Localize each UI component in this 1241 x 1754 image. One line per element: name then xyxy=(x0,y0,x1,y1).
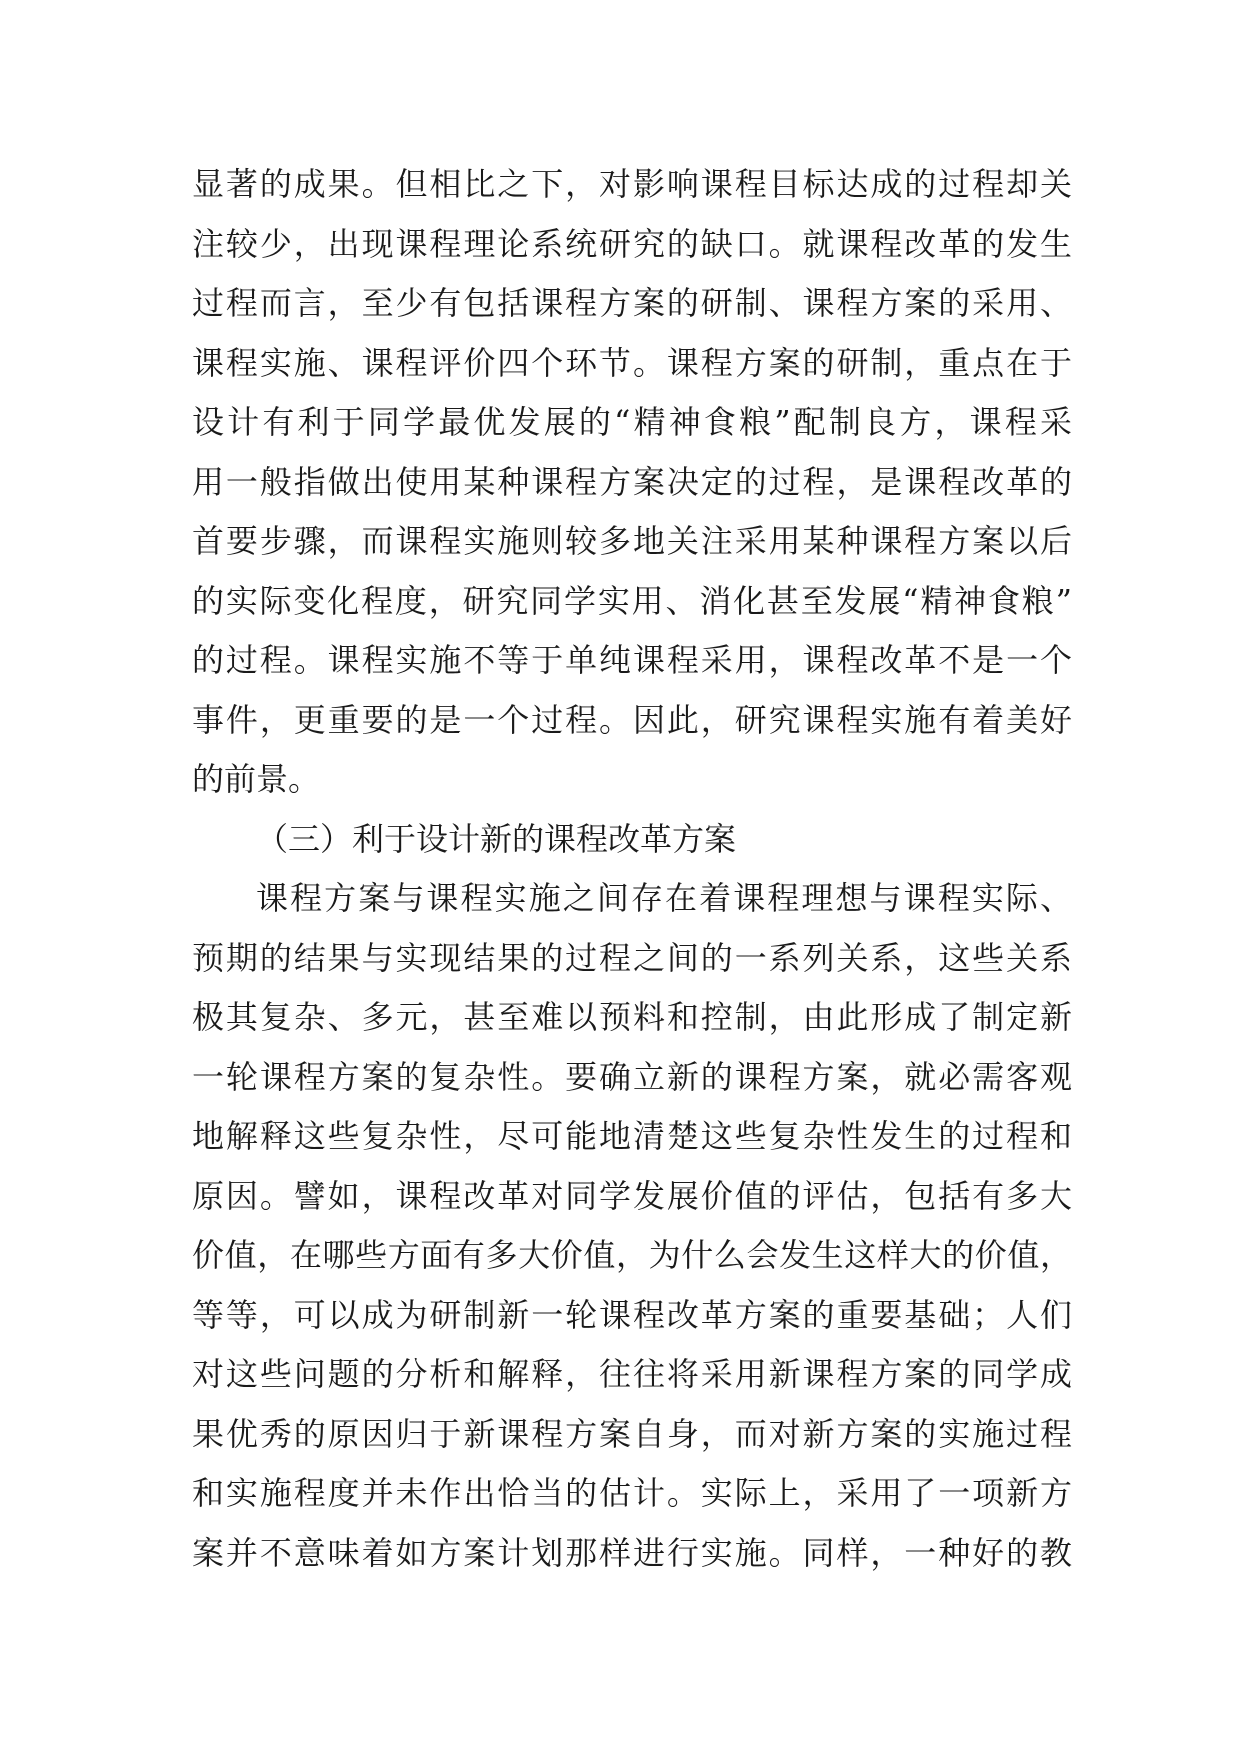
text-line: 课程实施、课程评价四个环节。课程方案的研制，重点在于 xyxy=(192,343,1072,382)
text-line: 用一般指做出使用某种课程方案决定的过程，是课程改革的 xyxy=(192,462,1072,501)
text-line: 等等，可以成为研制新一轮课程改革方案的重要基础；人们 xyxy=(192,1295,1072,1334)
body-text xyxy=(192,155,1072,1583)
text-line: 首要步骤，而课程实施则较多地关注采用某种课程方案以后 xyxy=(192,522,1072,560)
section-heading: （三）利于设计新的课程改革方案 xyxy=(256,819,737,858)
text-line: 的实际变化程度，研究同学实用、消化甚至发展“精神食粮” xyxy=(192,581,1072,620)
text-line: 的前景。 xyxy=(192,760,321,798)
text-line: 对这些问题的分析和解释，往往将采用新课程方案的同学成 xyxy=(192,1355,1072,1393)
text-line: 课程方案与课程实施之间存在着课程理想与课程实际、 xyxy=(256,879,1072,917)
text-line: 一轮课程方案的复杂性。要确立新的课程方案，就必需客观 xyxy=(192,1057,1072,1096)
text-line: 原因。譬如，课程改革对同学发展价值的评估，包括有多大 xyxy=(192,1176,1072,1215)
text-line: 价值，在哪些方面有多大价值，为什么会发生这样大的价值， xyxy=(192,1236,1072,1274)
text-line: 地解释这些复杂性，尽可能地清楚这些复杂性发生的过程和 xyxy=(192,1117,1072,1155)
text-line: 的过程。课程实施不等于单纯课程采用，课程改革不是一个 xyxy=(192,641,1072,679)
text-line: 果优秀的原因归于新课程方案自身，而对新方案的实施过程 xyxy=(192,1414,1072,1453)
text-line: 预期的结果与实现结果的过程之间的一系列关系，这些关系 xyxy=(192,938,1072,977)
text-line: 注较少，出现课程理论系统研究的缺口。就课程改革的发生 xyxy=(192,224,1072,263)
text-line: 极其复杂、多元，甚至难以预料和控制，由此形成了制定新 xyxy=(192,998,1072,1036)
text-line: 设计有利于同学最优发展的“精神食粮”配制良方，课程采 xyxy=(192,403,1072,441)
text-line: 事件，更重要的是一个过程。因此，研究课程实施有着美好 xyxy=(192,700,1072,739)
text-line: 过程而言，至少有包括课程方案的研制、课程方案的采用、 xyxy=(192,284,1072,322)
text-line: 显著的成果。但相比之下，对影响课程目标达成的过程却关 xyxy=(192,165,1072,203)
text-line: 案并不意味着如方案计划那样进行实施。同样，一种好的教 xyxy=(192,1533,1072,1572)
text-line: 和实施程度并未作出恰当的估计。实际上，采用了一项新方 xyxy=(192,1474,1072,1512)
